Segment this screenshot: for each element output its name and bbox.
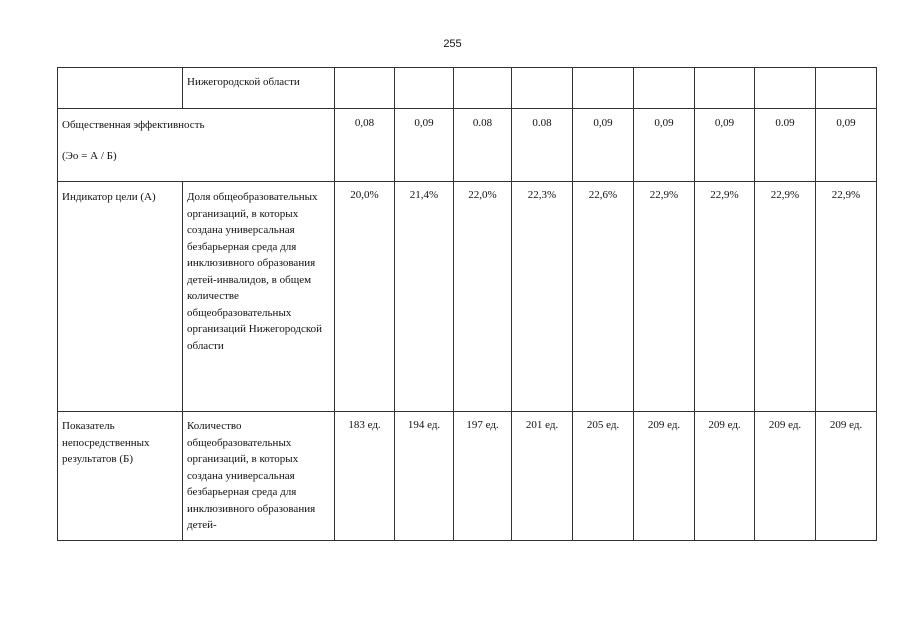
efficiency-label: Общественная эффективность — [62, 119, 205, 131]
value-cell — [395, 68, 454, 109]
row-label-cell: Индикатор цели (А) — [58, 182, 183, 412]
efficiency-label-cell — [58, 109, 335, 182]
table-row — [58, 182, 877, 412]
value-cell — [335, 68, 395, 109]
value-cell: 209 ед. — [695, 412, 755, 541]
value-cell: 0.08 — [454, 109, 512, 182]
value-cell: 0,09 — [695, 109, 755, 182]
value-cell: 22,9% — [634, 182, 695, 412]
value-cell: 209 ед. — [634, 412, 695, 541]
table-row — [58, 109, 877, 182]
row-label-cell: Показатель непосредственных результатов (Б) — [58, 412, 183, 541]
value-cell: 209 ед. — [755, 412, 816, 541]
value-cell: 21,4% — [395, 182, 454, 412]
value-cell: 0,08 — [335, 109, 395, 182]
value-cell: 0,09 — [573, 109, 634, 182]
value-cell: 22,9% — [755, 182, 816, 412]
value-cell: 0,09 — [395, 109, 454, 182]
value-cell: 22,9% — [695, 182, 755, 412]
value-cell: 0.09 — [755, 109, 816, 182]
page-number: 255 — [443, 38, 462, 50]
row-description-cell: Нижегородской области — [183, 68, 335, 109]
value-cell — [634, 68, 695, 109]
value-cell: 201 ед. — [512, 412, 573, 541]
efficiency-formula: (Эо = А / Б) — [62, 149, 117, 162]
row-description-cell: Доля общеобразовательных организаций, в которых создана универсальная безбарьерная среда для инклюзивного образования детей-инвалидов, в общем количестве общеобразовательных организаций Нижегородской области — [183, 182, 335, 412]
value-cell — [816, 68, 877, 109]
value-cell: 22,0% — [454, 182, 512, 412]
value-cell: 22,6% — [573, 182, 634, 412]
value-cell: 194 ед. — [395, 412, 454, 541]
value-cell — [573, 68, 634, 109]
value-cell — [755, 68, 816, 109]
value-cell: 209 ед. — [816, 412, 877, 541]
value-cell — [695, 68, 755, 109]
indicator-table — [57, 67, 877, 541]
value-cell: 22,9% — [816, 182, 877, 412]
value-cell — [454, 68, 512, 109]
value-cell: 183 ед. — [335, 412, 395, 541]
table-row — [58, 68, 877, 109]
value-cell: 0,09 — [634, 109, 695, 182]
row-description-cell: Количество общеобразовательных организаций, в которых создана универсальная безбарьерная среда для инклюзивного образования детей- — [183, 412, 335, 541]
value-cell: 20,0% — [335, 182, 395, 412]
value-cell: 0.08 — [512, 109, 573, 182]
value-cell: 22,3% — [512, 182, 573, 412]
value-cell: 0,09 — [816, 109, 877, 182]
table-row — [58, 412, 877, 541]
value-cell — [512, 68, 573, 109]
row-label-cell — [58, 68, 183, 109]
value-cell: 197 ед. — [454, 412, 512, 541]
value-cell: 205 ед. — [573, 412, 634, 541]
